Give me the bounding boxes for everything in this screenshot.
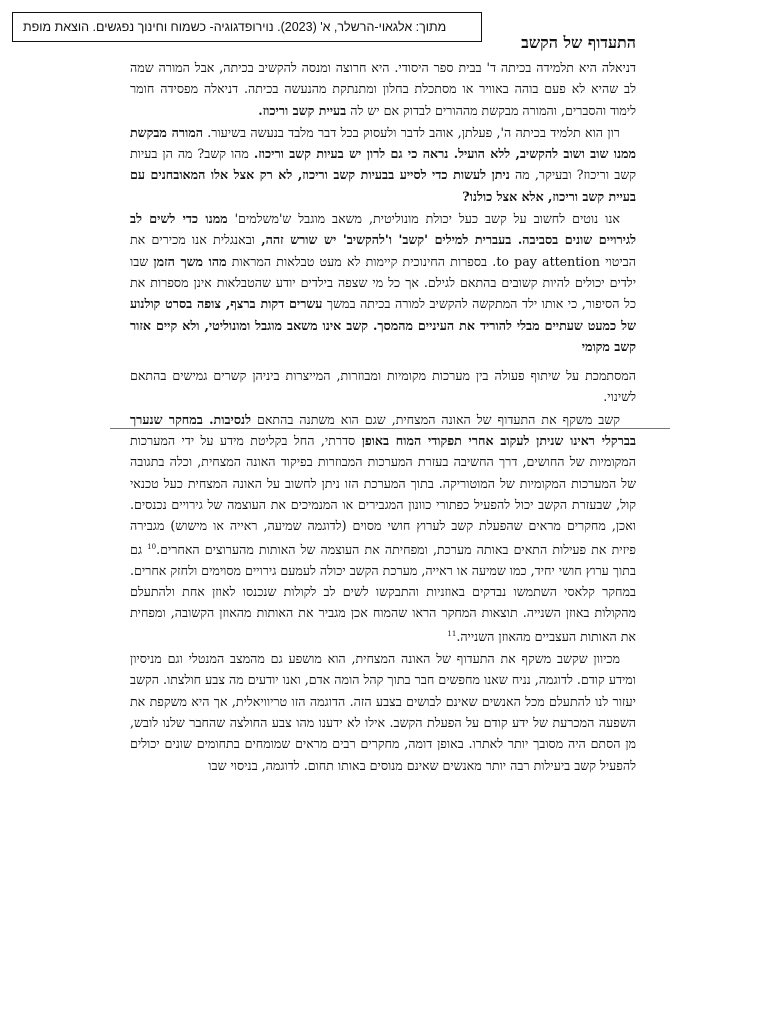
source-citation-box bbox=[12, 12, 482, 42]
text-run: סדרתי, החל בקליטת מידע על ידי המערכות המקומיות של החושים, דרך החשיבה בעזרת המערכות המבוזרות בפיקוד האונה המצחית, וכלה בתגובה של המערכות המקומיות של המוטוריקה. בתוך המערכת הזו ניתן לחשוב על האונה המצחית כעל טכנאי קול, שבעזרת הקשב יכול להפעיל כפתורי כוונון המגבירים או המנמיכים את העוצמה של גירויים נכנסים. ואכן, מחקרים מראים שהפעלת קשב לערוץ חושי מסוים (לדוגמה שמיעה, ראייה או מישוש) מגבירה פיזית את פעילות התאים באותה מערכת, ומפחיתה את העוצמה של האותות מהערוצים האחרים. bbox=[130, 433, 636, 557]
body-paragraph bbox=[130, 365, 636, 408]
section-title: התעדוף של הקשב bbox=[521, 33, 636, 52]
text-run: גם בתוך ערוץ חושי יחיד, כמו שמיעה או ראייה, מערכת הקשב יכולה לעמעם גירויים מסוימים ולחזק אחרים. במחקר קלאסי השתמשו נבדקים באוזניות והתבקשו לשים לב לקולות שנכנסו לאוזן אחת ולהתעלם מהקולות באוזן השנייה. תוצאות המחקר הראו שהמוח אכן מגביר את האותות מהאוזן הקשובה, ומפחית את האותות העצביים מהאוזן השנייה. bbox=[130, 541, 636, 644]
bold-text: ניתן לעשות כדי לסייע בבעיות קשב וריכוז, לא רק אצל אלו המאובחנים עם בעיית קשב וריכוז, אלא אצל כולנו? bbox=[130, 167, 636, 204]
text-run: אנו נוטים לחשוב על קשב כעל יכולת מונוליטית, משאב מוגבל ש'משלמים' bbox=[227, 211, 620, 227]
bold-text: עשרים דקות ברצף, צופה בסרט קולנוע של כמעט שעתיים מבלי להוריד את העיניים מהמסך. קשב אינו משאב מוגבל ומונוליטי, ולא קיים אזור קשב מקומי bbox=[130, 296, 636, 354]
body-paragraph bbox=[130, 122, 636, 207]
footnote-ref: 10 bbox=[147, 542, 157, 551]
footnote-ref: 11 bbox=[447, 629, 457, 638]
text-run: מכיוון שקשב משקף את התעדוף של האונה המצחית, הוא מושפע גם מהמצב המנטלי וגם מניסיון ומידע קודם. לדוגמה, נניח שאנו מחפשים חבר בתוך קהל הומה אדם, ואנו יודעים מה צבע חולצתו. הקשב יעזור לנו להתעלם מכל האנשים שאינם לבושים בצבע הזה. הדוגמה הזו טריוויאלית, אך היא משקפת את השפעה המכרעת של ידע קודם על הפעלת הקשב. אילו לא ידענו מהו צבע החולצה שהחבר שלנו לובש, מן הסתם היה מסובך יותר לאתרו. באופן דומה, מחקרים רבים מראים שמומחים בתחומים שונים יכולים להפעיל קשב ביעילות רבה יותר מאנשים שאינם מנוסים באותו תחום. לדוגמה, בניסוי שבו bbox=[130, 651, 636, 773]
bold-text: ממנו כדי לשים לב לגירויים שונים בסביבה. בעברית למילים 'קשב' ו'להקשיב' יש שורש זהה, bbox=[130, 211, 637, 248]
bold-text: לנסיבות. במחקר שנערך בברקלי ראינו שניתן לעקוב אחרי תפקודי המוח באופן bbox=[130, 411, 636, 449]
body-paragraph bbox=[130, 57, 636, 121]
body-paragraph bbox=[130, 648, 636, 776]
text-run: ובאנגלית אנו מכירים את הביטוי to pay attention. בספרות החינוכית קיימות לא מעט טבלאות המראות bbox=[130, 232, 636, 269]
text-run: מהו קשב? מה הן בעיות קשב וריכוז? ובעיקר, מה bbox=[130, 146, 636, 183]
text-run: קשב משקף את התעדוף של האונה המצחית, שגם הוא משתנה בהתאם bbox=[250, 411, 620, 427]
body-paragraph bbox=[130, 208, 636, 357]
text-run: המסתמכת על שיתוף פעולה בין מערכות מקומיות ומבוזרות, המייצרות ביניהן קשרים גמישים בהתאם לשינוי. bbox=[130, 368, 636, 405]
text-run: רון הוא תלמיד בכיתה ה', פעלתן, אוהב לדבר ולעסוק בכל דבר מלבד בנעשה בשיעור. bbox=[202, 124, 620, 140]
text-column bbox=[130, 57, 636, 777]
body-paragraph bbox=[130, 409, 636, 647]
bold-text: בעיית קשב וריכוז. bbox=[258, 102, 347, 118]
text-run: שבו ילדים יכולים להיות קשובים בהתאם לגילם. אך כל מי שצפה בילדים יודע שהטבלאות אינן מספרות את כל הסיפור, כי אותו ילד המתקשה להקשיב למורה בכיתה במשך bbox=[130, 253, 636, 312]
bold-text: מהו משך הזמן bbox=[153, 253, 227, 269]
page-divider bbox=[110, 428, 670, 429]
bold-text: המורה מבקשת ממנו שוב ושוב להקשיב, ללא הועיל. נראה כי גם לרון יש בעיות קשב וריכוז. bbox=[130, 124, 636, 162]
text-run: דניאלה היא תלמידה בכיתה ד' בבית ספר היסודי. היא חרוצה ומנסה להקשיב בכיתה, אבל המורה שמה לב שהיא לא פעם בוהה באוויר או מסתכלת בחלון ומתנתקת מהנעשה בכיתה. דניאלה מפסידה חומר לימוד והסברים, והמורה מבקשת מההורים לבדוק אם יש לה bbox=[130, 60, 636, 118]
source-citation-text: מתוך: אלגאוי-הרשלר, א' (2023). נוירופדגוגיה- כשמוח וחינוך נפגשים. הוצאת מופת bbox=[23, 20, 447, 34]
